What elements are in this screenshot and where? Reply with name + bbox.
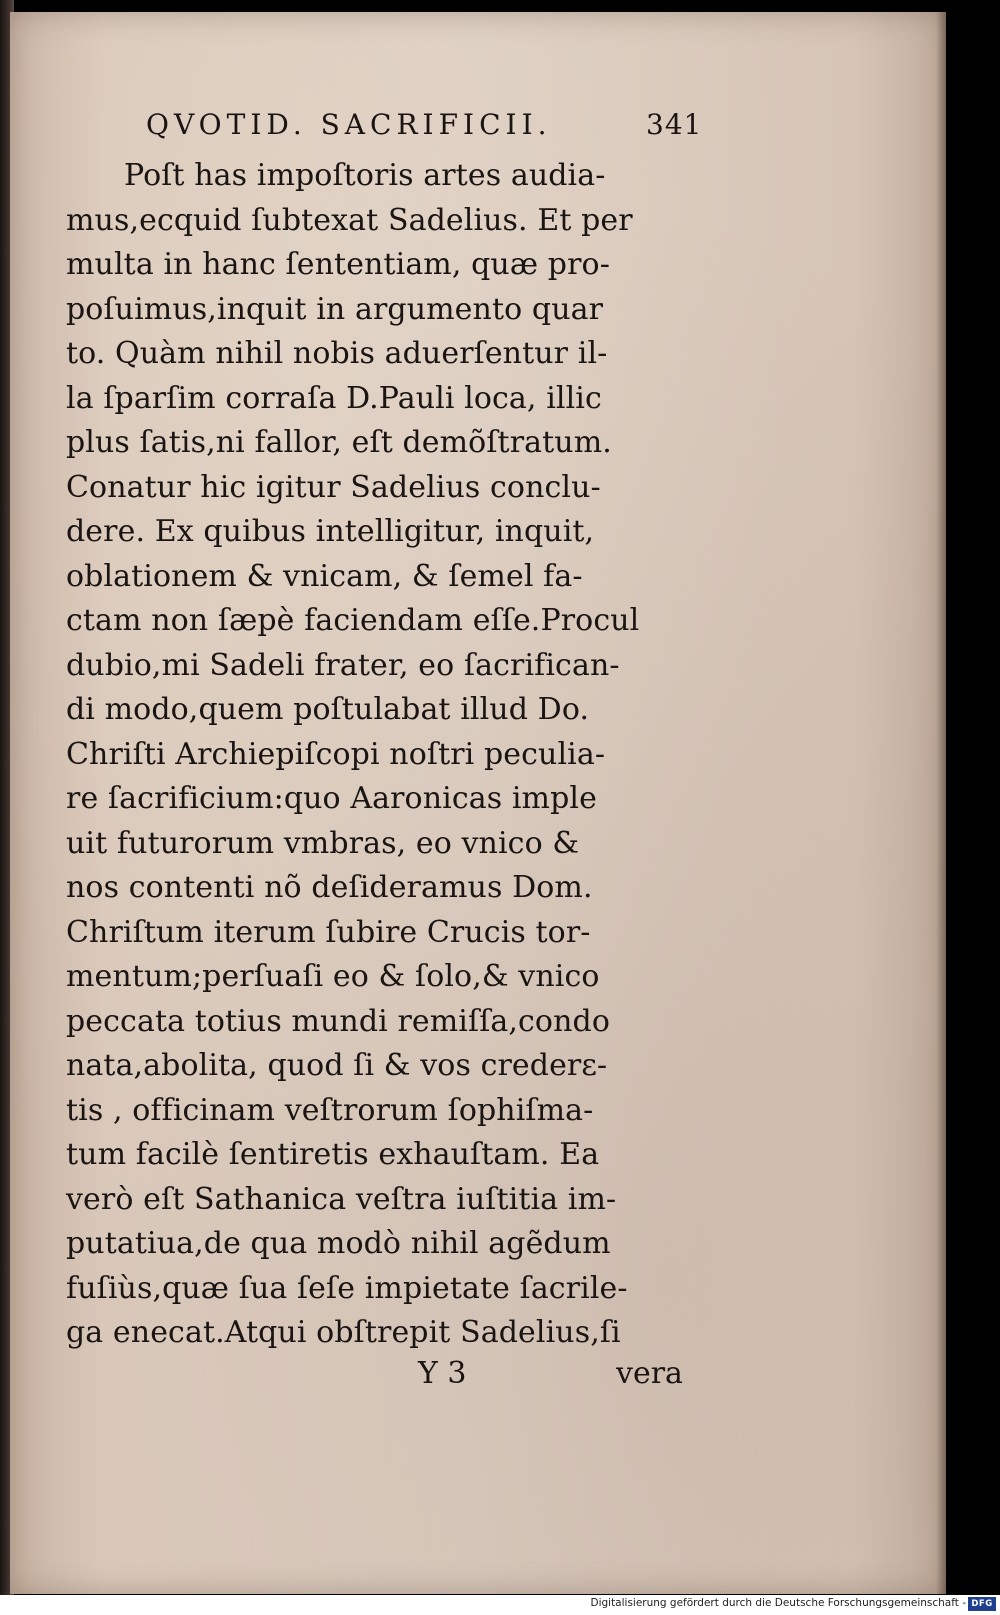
page-foot [66,1356,726,1400]
text-line: mus,ecquid ſubtexat Sadelius. Et per [66,202,633,238]
text-line: Poſt has impoſtoris artes audia- [124,158,606,193]
body-text [66,154,726,1356]
text-line: uit futurorum vmbras, eo vnico & [66,825,580,861]
signature-mark: Y 3 [418,1355,467,1391]
text-line: fuſiùs,quæ ſua ſeſe impietate ſacrile- [66,1270,628,1306]
text-line: multa in hanc ſententiam, quæ pro- [66,247,610,282]
text-line: dere. Ex quibus intelligitur, inquit, [66,514,595,549]
page-number: 341 [646,108,703,141]
text-line: verò eſt Sathanica veſtra iuſtitia im- [66,1181,617,1217]
text-line: peccata totius mundi remiſſa,condo [66,1003,610,1039]
text-line: tis , officinam veſtrorum ſophiſma- [66,1092,594,1128]
text-line: Conatur hic igitur Sadelius conclu- [66,469,601,505]
text-line: mentum;perſuaſi eo & ſolo,& vnico [66,959,600,994]
text-block [66,108,726,1400]
text-line: dubio,mi Sadeli frater, eo ſacrifican- [66,647,620,683]
catchword: vera [616,1355,683,1391]
dfg-logo: DFG [968,1597,996,1611]
text-line: ga enecat.Atqui obſtrepit Sadelius,ſi [66,1315,621,1350]
book-page [10,12,946,1594]
running-head-title: QVOTID. SACRIFICII. [146,108,552,141]
footer-bar [0,1595,1000,1615]
text-line: oblationem & vnicam, & ſemel fa- [66,558,583,594]
text-line: poſuimus,inquit in argumento quar [66,291,604,327]
text-line: nos contenti nõ deſideramus Dom. [66,870,593,905]
text-line: putatiua,de qua modò nihil agẽdum [66,1226,611,1261]
running-head [66,108,726,152]
text-line: la ſparſim corraſa D.Pauli loca, illic [66,380,602,416]
text-line: nata,abolita, quod ſi & vos crederε- [66,1048,608,1083]
text-line: re ſacrificium:quo Aaronicas imple [66,781,597,816]
text-line: Chriſti Archiepiſcopi noſtri peculia- [66,736,606,772]
funding-notice: Digitalisierung gefördert durch die Deutsche Forschungsgemeinschaft - [590,1597,966,1609]
text-line: tum facilè ſentiretis exhauſtam. Ea [66,1137,600,1172]
text-line: to. Quàm nihil nobis aduerſentur il- [66,336,608,371]
page-edge-shadow [936,12,946,1594]
text-line: di modo,quem poſtulabat illud Do. [66,692,590,727]
text-line: plus ſatis,ni fallor, eſt demõſtratum. [66,425,612,460]
text-line: ctam non ſæpè faciendam eſſe.Procul [66,603,640,638]
text-line: Chriſtum iterum ſubire Crucis tor- [66,914,591,950]
